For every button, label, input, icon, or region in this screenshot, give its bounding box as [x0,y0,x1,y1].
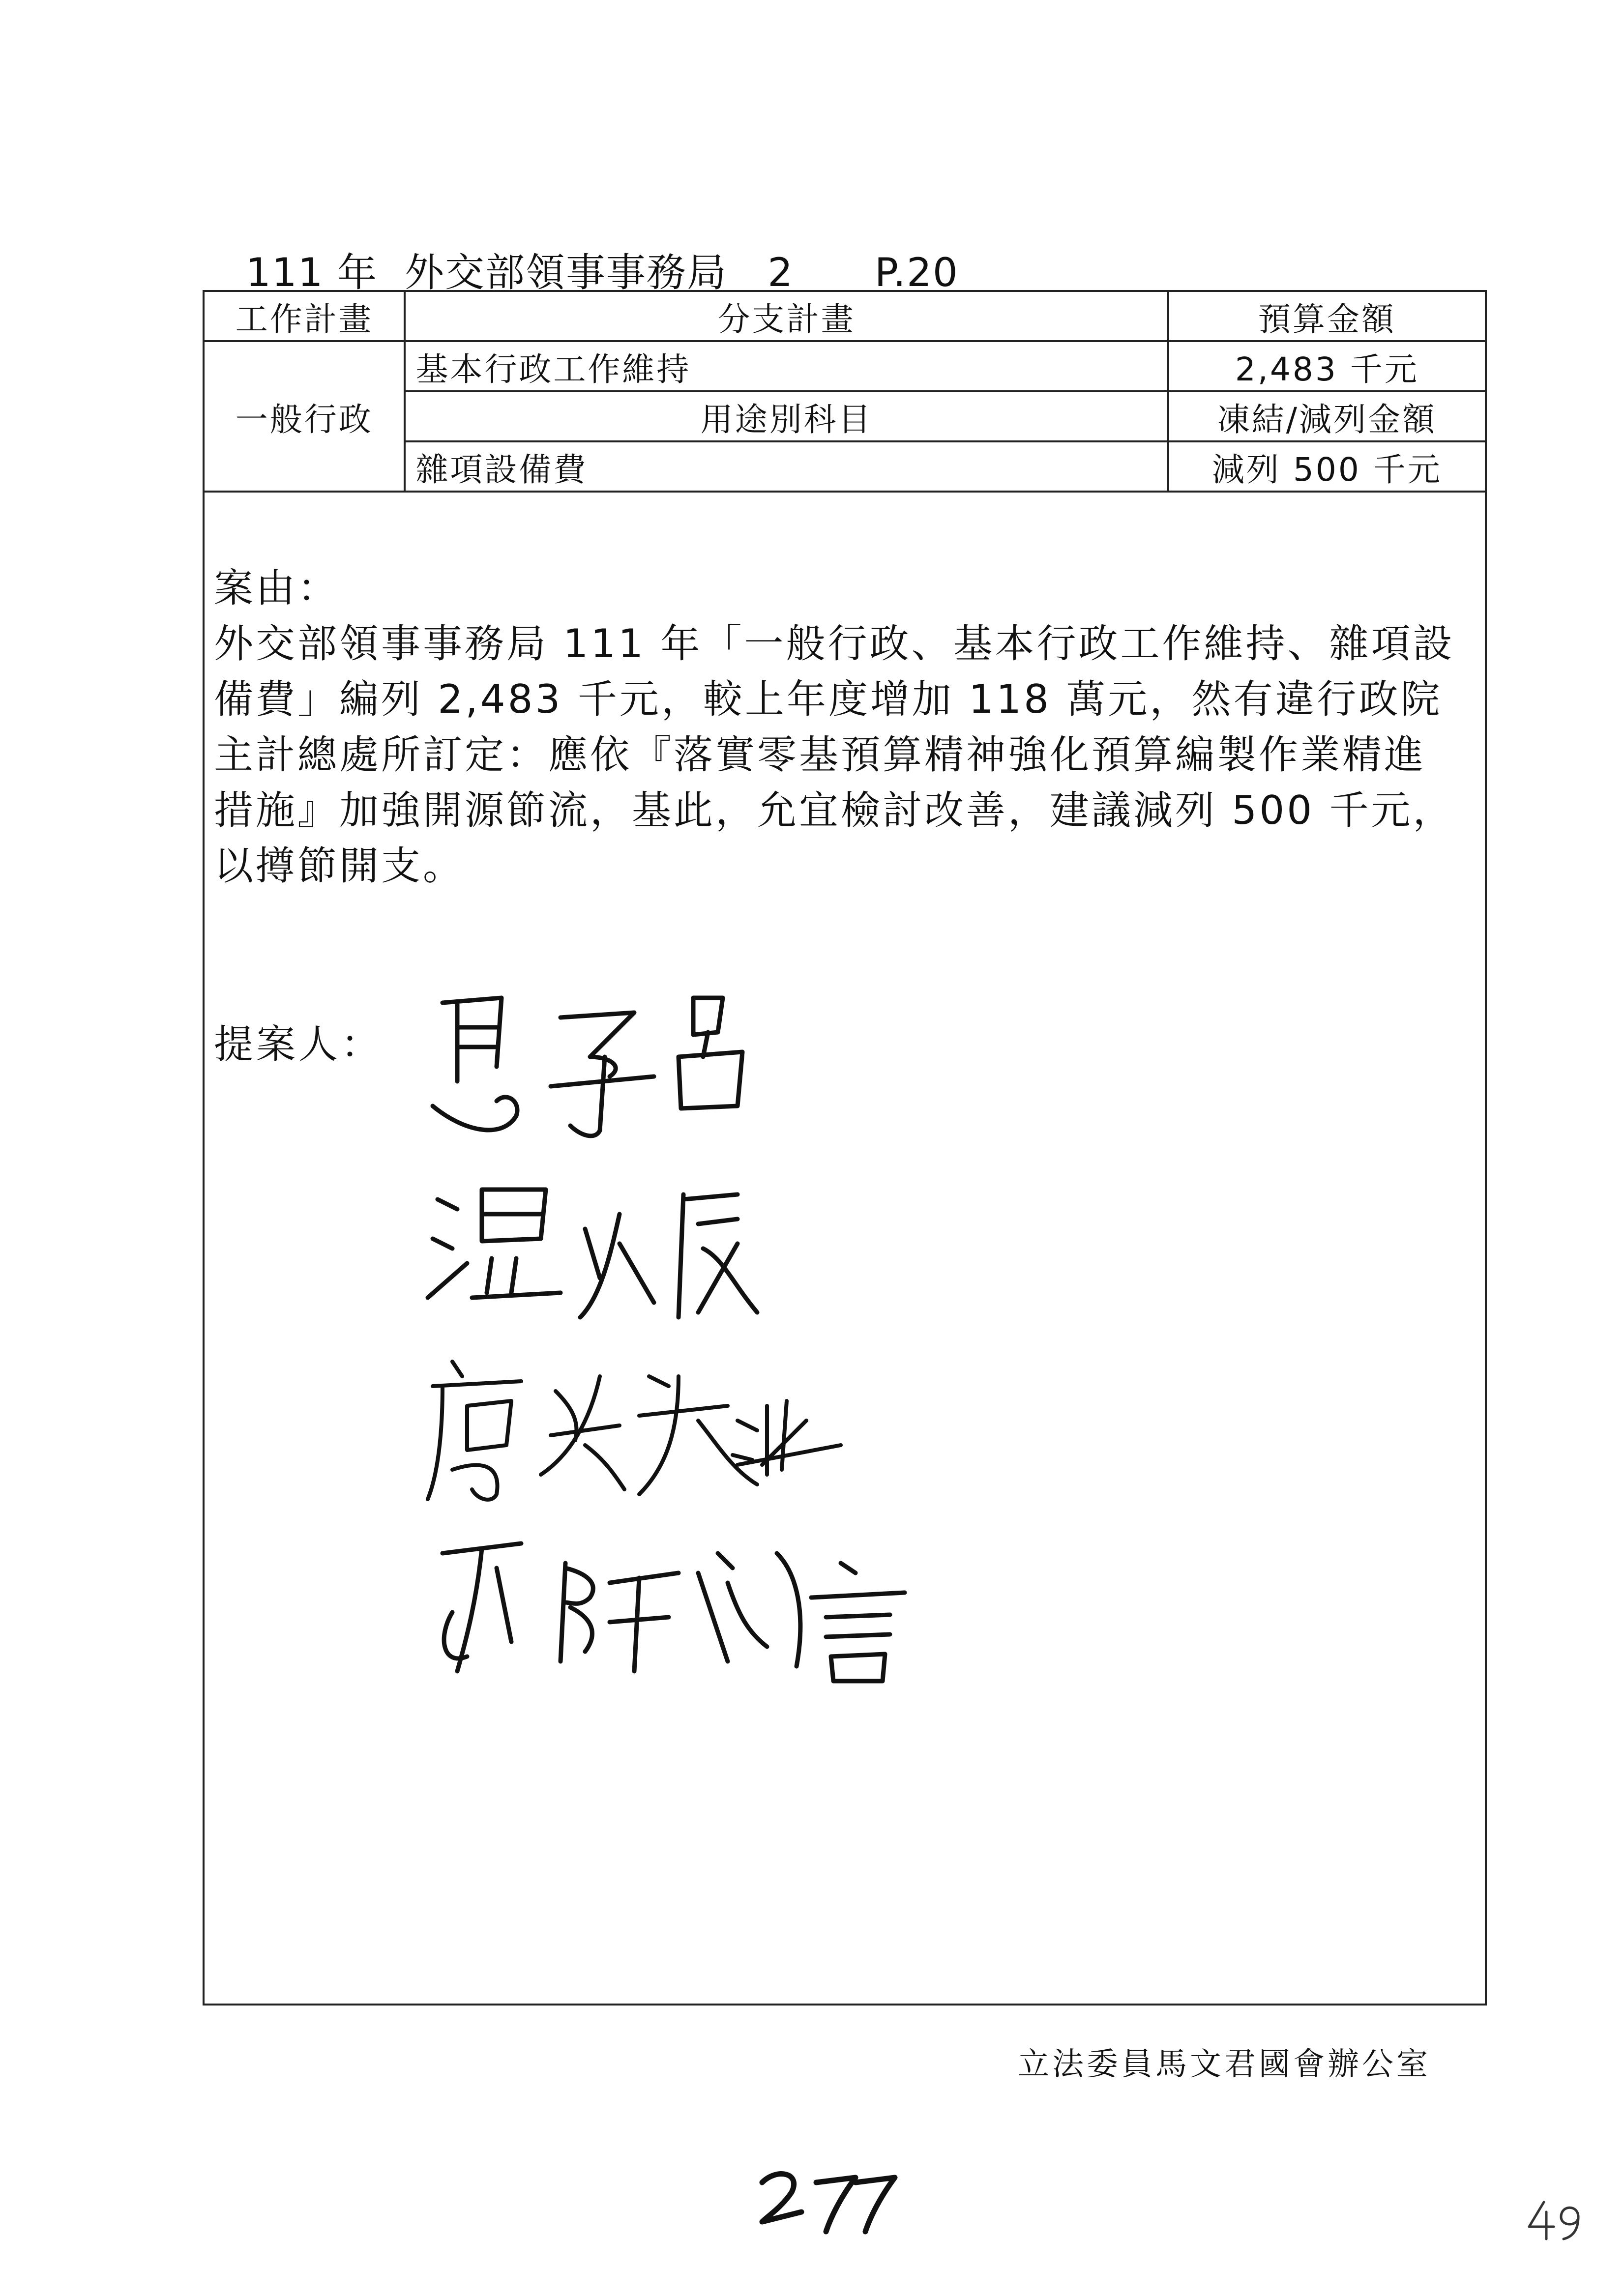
case-line: 以撙節開支。 [214,843,465,889]
header-agency: 外交部領事事務局 [404,250,727,295]
header-number: 2 [768,250,794,295]
case-description [214,560,1473,894]
freeze-header: 凍結/減列金額 [1168,391,1486,441]
signature-3 [423,1347,846,1509]
signature-4 [423,1524,915,1686]
case-line: 備費」編列 2,483 千元，較上年度增加 118 萬元，然有違行政院 [214,676,1443,722]
handwritten-page-number [752,2163,900,2241]
table-row [204,341,1486,391]
table-row [204,291,1486,341]
case-title: 案由： [214,565,339,611]
header-page-ref: P.20 [874,250,959,295]
header-year: 111 年 [246,250,378,295]
document-frame [203,290,1487,2005]
case-line: 措施』加強開源節流，基此，允宜檢討改善，建議減列 500 千元， [214,787,1455,833]
case-line: 外交部領事事務局 111 年「一般行政、基本行政工作維持、雜項設 [214,621,1455,667]
corner-page-number [1524,2197,1588,2241]
document-header [246,241,959,297]
budget-table [203,290,1487,493]
signature-1 [423,983,777,1160]
purpose-header: 用途別科目 [405,391,1168,441]
purpose-cell: 雜項設備費 [405,441,1168,492]
work-plan-cell: 一般行政 [204,341,405,492]
signature-2 [423,1170,767,1332]
proposer-label: 提案人： [214,1021,383,1067]
freeze-amount-cell: 減列 500 千元 [1168,441,1486,492]
budget-amount-header: 預算金額 [1168,291,1486,341]
branch-plan-cell: 基本行政工作維持 [405,341,1168,391]
branch-plan-header: 分支計畫 [405,291,1168,341]
case-line: 主計總處所訂定：應依『落實零基預算精神強化預算編製作業精進 [214,732,1426,778]
budget-amount-cell: 2,483 千元 [1168,341,1486,391]
work-plan-header: 工作計畫 [204,291,405,341]
office-footer: 立法委員馬文君國會辦公室 [1018,2046,1431,2083]
